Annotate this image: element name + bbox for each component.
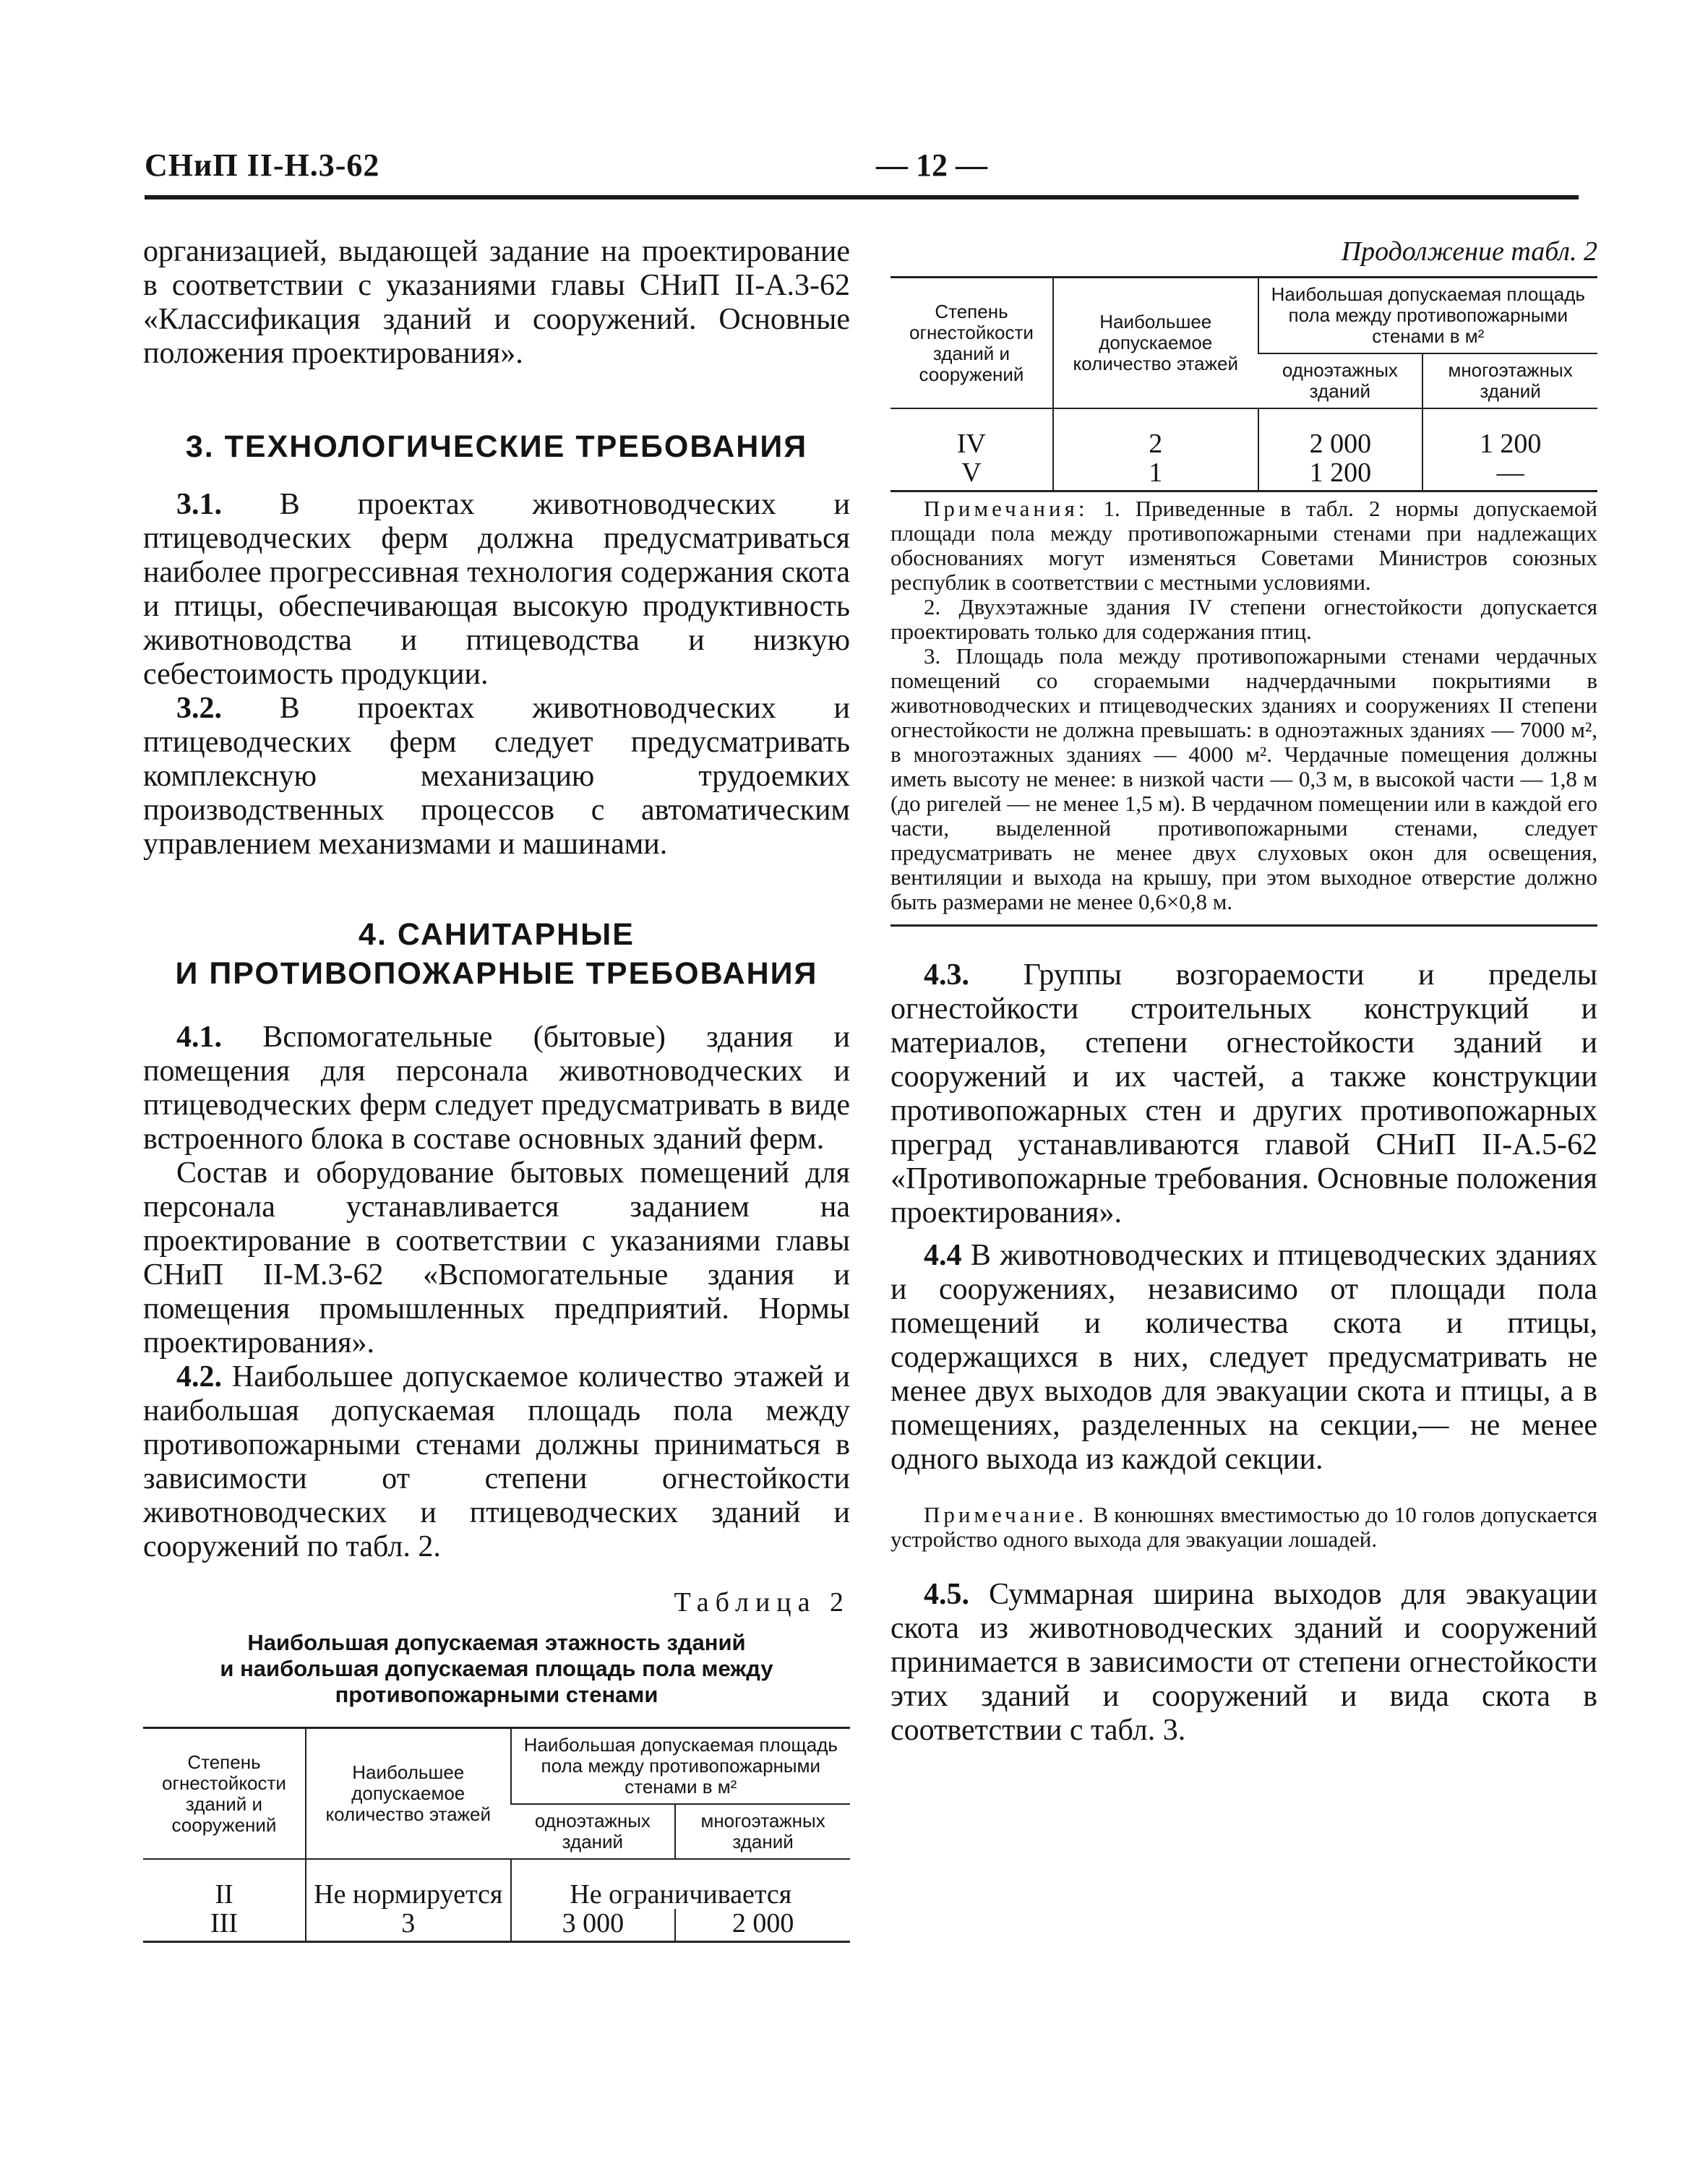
paragraph-number: 3.1. (176, 488, 222, 521)
paragraph-3-1 (143, 488, 850, 692)
cell-floors: 3 (306, 1909, 511, 1942)
paragraph-text: В проектах животноводческих и птицеводческих ферм следует предусматривать комплексную механизацию трудоемких производственных процессов с автоматическим управлением механизмами и машинами. (143, 692, 850, 861)
note-2: 2. Двухэтажные здания IV степени огнестойкости допускается проектировать только для содержания птиц. (891, 594, 1597, 644)
table-row (891, 408, 1597, 458)
cell-single-storey: 3 000 (511, 1909, 676, 1942)
header-single-storey: одноэтажных зданий (1282, 359, 1398, 402)
paragraph-4-5 (891, 1578, 1597, 1748)
cell-multi-storey: — (1422, 458, 1597, 491)
section-4-heading-line-1: 4. САНИТАРНЫЕ (359, 917, 635, 952)
cell-multi-storey: 1 200 (1422, 408, 1597, 458)
header-max-floor-area: Наибольшая допускаемая площадь пола между противопожарными стенами в м² (511, 1728, 850, 1805)
paragraph-text: Наибольшее допускаемое количество этажей и наибольшая допускаемая площадь пола между противопожарными стенами должны приниматься в зависимости от степени огнестойкости животноводческих и птицеводческих зданий и сооружений по табл. 2. (143, 1360, 850, 1563)
paragraph-text: В проектах животноводческих и птицеводческих ферм должна предусматриваться наиболее прогрессивная технология содержания скота и птицы, обеспечивающая высокую продуктивность животноводства и птицеводства и низкую себестоимость продукции. (143, 488, 850, 691)
header-fire-resistance: Степень огнестойкости зданий и сооружений (909, 300, 1034, 385)
paragraph-4-1 (143, 1021, 850, 1156)
left-column (143, 235, 850, 1943)
header-max-floors: Наибольшее допускаемое количество этажей (1053, 278, 1258, 409)
cell-degree: II (143, 1859, 306, 1909)
paragraph-number: 4.1. (176, 1021, 222, 1054)
notes-label: Примечания: (924, 496, 1089, 521)
paragraph-4-4-note (891, 1503, 1597, 1552)
paragraph-text: В животноводческих и птицеводческих зданиях и сооружениях, независимо от площади пола помещений и количества скота и птицы, содержащихся в них, следует предусматривать не менее двух выходов для эвакуации скота и птицы, а в помещениях, разделенных на секции,— не менее одного выхода из каждой секции. (891, 1239, 1597, 1476)
section-3-heading: 3. ТЕХНОЛОГИЧЕСКИЕ ТРЕБОВАНИЯ (185, 429, 808, 464)
paragraph-number: 4.4 (924, 1239, 962, 1272)
table-title-line: Наибольшая допускаемая этажность зданий (247, 1630, 746, 1655)
table-2-continued (891, 276, 1597, 492)
paragraph-number: 4.2. (176, 1360, 222, 1394)
paragraph-number: 3.2. (176, 692, 222, 725)
table-continuation-label: Продолжение табл. 2 (1341, 236, 1597, 267)
note-text: 1. Приведенные в табл. 2 нормы допускаемой площади пола между противопожарными стенами при надлежащих обоснованиях могут изменяться Советами Министров союзных республик в соответствии с местными условиями. (891, 496, 1597, 595)
cell-degree: III (210, 1908, 238, 1938)
paragraph-4-2 (143, 1360, 850, 1564)
table-row (143, 1859, 850, 1909)
table-title-line: противопожарными стенами (335, 1682, 658, 1707)
section-4-heading-line-2: И ПРОТИВОПОЖАРНЫЕ ТРЕБОВАНИЯ (175, 956, 818, 991)
table-caption: Таблица 2 (674, 1587, 850, 1618)
page-number: — 12 — (876, 147, 987, 183)
table-2 (143, 1727, 850, 1943)
note-1 (891, 497, 1597, 595)
paragraph-text: Группы возгораемости и пределы огнестойкости строительных конструкций и материалов, степени огнестойкости зданий и сооружений и их частей, а также конструкции противопожарных стен и других противопожарных преград устанавливаются главой СНиП II-А.5-62 «Противопожарные требования. Основные положения проектирования». (891, 958, 1597, 1229)
table-title-line: и наибольшая допускаемая площадь пола между (220, 1656, 773, 1681)
intro-paragraph: организацией, выдающей задание на проектирование в соответствии с указаниями главы СНиП II-А.3-62 «Классификация зданий и сооружений. Основные положения проектирования». (143, 235, 850, 370)
table-row (143, 1909, 850, 1942)
right-column (891, 235, 1597, 1748)
paragraph-3-2 (143, 692, 850, 862)
paragraph-number: 4.5. (924, 1578, 969, 1611)
note-label: Примечание. (924, 1502, 1088, 1527)
cell-single-storey: 2 000 (1258, 408, 1423, 458)
header-max-floor-area: Наибольшая допускаемая площадь пола между противопожарными стенами в м² (1258, 278, 1597, 354)
header-rule (145, 195, 1579, 199)
cell-floors: 2 (1053, 408, 1258, 458)
paragraph-text: Вспомогательные (бытовые) здания и помещения для персонала животноводческих и птицеводческих ферм следует предусматривать в виде встроенного блока в составе основных зданий ферм. (143, 1021, 850, 1156)
header-max-floors: Наибольшее допускаемое количество этажей (306, 1728, 511, 1860)
paragraph-4-1-continued: Состав и оборудование бытовых помещений для персонала устанавливается заданием на проектирование в соответствии с указаниями главы СНиП II-М.3-62 «Вспомогательные здания и помещения промышленных предприятий. Нормы проектирования». (143, 1156, 850, 1360)
paragraph-text: Суммарная ширина выходов для эвакуации скота из животноводческих зданий и сооружений принимается в зависимости от степени огнестойкости этих зданий и сооружений и вида скота в соответствии с табл. 3. (891, 1578, 1597, 1747)
table-title (143, 1630, 850, 1708)
cell-degree: V (961, 458, 982, 488)
cell-area-merged: Не ограничивается (511, 1859, 850, 1909)
header-multi-storey: многоэтажных зданий (1422, 353, 1597, 408)
table-row (891, 458, 1597, 491)
cell-floors: Не нормируется (306, 1859, 511, 1909)
header-single-storey: одноэтажных зданий (534, 1810, 651, 1852)
table-notes (891, 497, 1597, 927)
paragraph-number: 4.3. (924, 958, 969, 992)
paragraph-4-4 (891, 1239, 1597, 1477)
cell-multi-storey: 2 000 (675, 1909, 850, 1942)
header-fire-resistance: Степень огнестойкости зданий и сооружений (162, 1751, 286, 1836)
note-text: В конюшнях вместимостью до 10 голов допускается устройство одного выхода для эвакуации лошадей. (891, 1502, 1597, 1552)
cell-single-storey: 1 200 (1258, 458, 1423, 491)
cell-degree: IV (891, 408, 1053, 458)
header-multi-storey: многоэтажных зданий (675, 1804, 850, 1859)
note-3: 3. Площадь пола между противопожарными стенами чердачных помещений со сгораемыми надчердачными покрытиями в животноводческих и птицеводческих зданиях и сооружениях II степени огнестойкости не должна превышать: в одноэтажных зданиях — 7000 м², в многоэтажных зданиях — 4000 м². Чердачные помещения должны иметь высоту не менее: в низкой части — 0,3 м, в высокой части — 1,8 м (до ригелей — не менее 1,5 м). В чердачном помещении или в каждой его части, выделенной противопожарными стенами, следует предусматривать не менее двух слуховых окон для освещения, вентиляции и выхода на крышу, при этом выходное отверстие должно быть размерами не менее 0,6×0,8 м. (891, 643, 1597, 914)
paragraph-4-3 (891, 958, 1597, 1230)
document-code: СНиП II-Н.3-62 (145, 147, 380, 183)
cell-floors: 1 (1053, 458, 1258, 491)
